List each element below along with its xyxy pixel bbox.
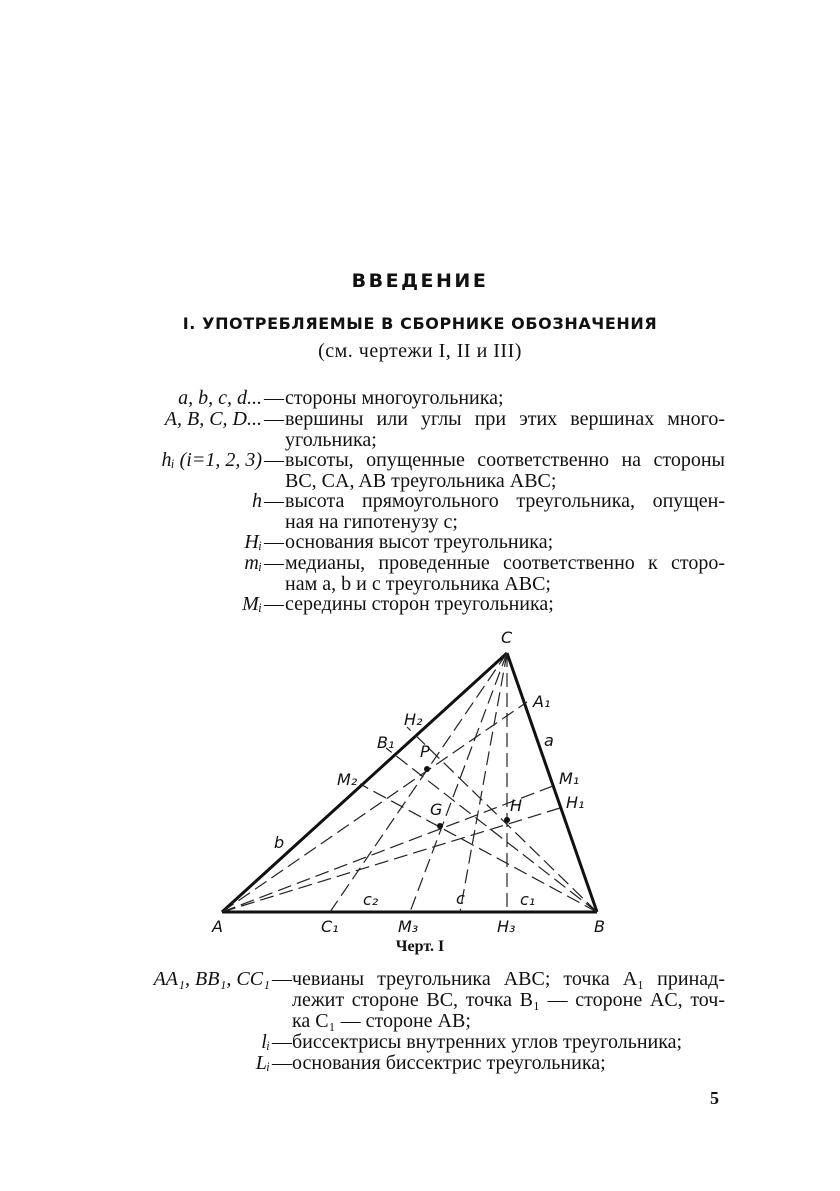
page-number: 5: [710, 1088, 719, 1108]
notation-desc: [292, 969, 725, 1032]
label-m1: M₁: [559, 769, 580, 788]
notation-desc-line: BC, CA, AB треугольника ABC;: [285, 470, 557, 492]
notation-term: Lᵢ: [255, 1052, 270, 1074]
chapter-title: ВВЕДЕНИЕ: [351, 270, 489, 292]
notation-dash: —: [264, 408, 284, 430]
label-c2: c₂: [363, 890, 379, 909]
section-title: I. УПОТРЕБЛЯЕМЫЕ В СБОРНИКЕ ОБОЗНАЧЕНИЯ: [182, 314, 658, 333]
extra-line-c: [460, 653, 507, 912]
altitude-from-b: [407, 727, 597, 912]
label-side-c: c: [456, 889, 465, 908]
label-c1: C₁: [321, 917, 339, 936]
label-b1: B₁: [377, 733, 395, 752]
label-m2: M₂: [337, 770, 358, 789]
figure-caption: Черт. I: [395, 938, 445, 955]
label-side-a: a: [544, 731, 554, 750]
label-h3: H₃: [497, 917, 516, 936]
label-h1: H₁: [566, 793, 585, 812]
label-c: C: [501, 628, 513, 647]
notation-desc-line: высота прямоугольного треугольника, опущен-: [285, 490, 725, 512]
special-points: [424, 766, 510, 829]
notation-term: hᵢ (i=1, 2, 3): [161, 449, 262, 471]
notation-desc-line: чевианы треугольника ABC; точка A₁ принад-: [292, 968, 725, 990]
notation-desc: [292, 1032, 725, 1053]
notation-desc-line: биссектрисы внутренних углов треугольника;: [292, 1031, 683, 1053]
side-a: [507, 653, 597, 912]
notation-desc-line: середины сторон треугольника;: [285, 593, 554, 615]
label-a1: A₁: [533, 692, 551, 711]
notation-term: A, B, C, D...: [164, 408, 262, 430]
notation-desc-line: вершины или углы при этих вершинах много-: [285, 408, 725, 430]
notation-dash: —: [264, 531, 284, 553]
notation-term: mᵢ: [244, 552, 262, 574]
notation-dash: —: [264, 387, 284, 409]
label-b: B: [594, 917, 605, 936]
point-h: [504, 817, 510, 823]
notation-dash: —: [264, 490, 284, 512]
notation-desc-line: высоты, опущенные соответственно на стороны: [285, 449, 725, 471]
notation-term: a, b, c, d...: [178, 387, 262, 409]
notation-dash: —: [264, 449, 284, 471]
notation-desc-line: угольника;: [285, 429, 377, 451]
notation-dash: —: [272, 968, 292, 990]
notation-desc-line: стороны многоугольника;: [285, 387, 504, 409]
notation-dash: —: [264, 552, 284, 574]
label-h: H: [510, 796, 523, 815]
label-a: A: [212, 917, 223, 936]
cevian-from-a: [222, 702, 527, 912]
median-from-c: [410, 653, 507, 912]
notation-desc-line: основания биссектрис треугольника;: [292, 1052, 606, 1074]
point-g: [437, 823, 443, 829]
notation-term: h: [252, 490, 262, 512]
notation-dash: —: [272, 1052, 292, 1074]
median-from-a: [222, 786, 553, 912]
notation-desc-line: основания высот треугольника;: [285, 531, 554, 553]
section-subtitle: (см. чертежи I, II и III): [318, 340, 522, 362]
median-from-b: [360, 784, 597, 912]
notation-desc-line: медианы, проведенные соответственно к сторо-: [285, 552, 725, 574]
notation-term: Hᵢ: [244, 531, 262, 553]
label-c1-segment: c₁: [520, 890, 536, 909]
label-p: P: [420, 742, 430, 761]
label-m3: M₃: [398, 917, 419, 936]
notation-term: AA₁, BB₁, CC₁: [153, 968, 270, 990]
label-h2: H₂: [404, 710, 423, 729]
label-side-b: b: [274, 833, 285, 852]
notation-term: Mᵢ: [242, 593, 262, 615]
notation-desc: [292, 1053, 725, 1074]
notation-desc-line: ная на гипотенузу c;: [285, 511, 458, 533]
notation-dash: —: [272, 1031, 292, 1053]
notation-desc-line: лежит стороне BC, точка B₁ — стороне AC, точ-: [292, 989, 725, 1011]
notation-term: lᵢ: [261, 1031, 270, 1053]
point-p: [424, 766, 430, 772]
notation-desc-line: нам a, b и c треугольника ABC;: [285, 573, 551, 595]
notation-desc-line: ка C₁ — стороне AB;: [292, 1010, 471, 1032]
notation-dash: —: [264, 593, 284, 615]
label-g: G: [430, 800, 443, 819]
